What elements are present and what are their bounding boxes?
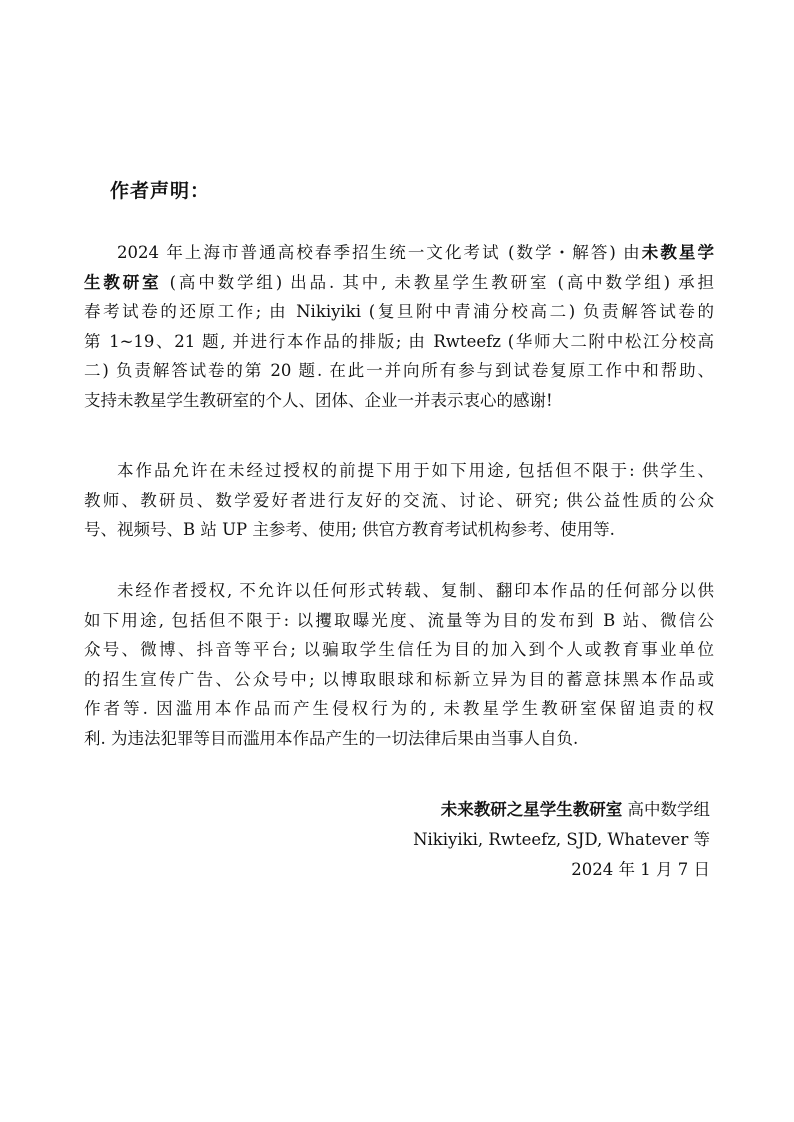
paragraph-line: 第 1~19、21 题, 并进行本作品的排版; 由 Rwteefz (华师大二附中松江分校高 [84, 331, 714, 351]
paragraph-line: 未经作者授权, 不允许以任何形式转载、复制、翻印本作品的任何部分以供 [117, 581, 714, 600]
paragraph-permitted-uses [84, 456, 714, 545]
paragraph-line: 利. 为违法犯罪等目而滥用本作品产生的一切法律后果由当事人自负. [84, 728, 579, 748]
signature-authors: Nikiyiki, Rwteefz, SJD, Whatever 等 [413, 830, 710, 849]
paragraph-line: 生教研室 (高中数学组) 出品. 其中, 未教星学生教研室 (高中数学组) 承担 [84, 272, 714, 292]
paragraph-line: 春考试卷的还原工作; 由 Nikiyiki (复旦附中青浦分校高二) 负责解答试卷的 [84, 302, 714, 321]
signature-organization [441, 796, 710, 820]
paragraph-line: 众号、微博、抖音等平台; 以骗取学生信任为目的加入到个人或教育事业单位 [84, 640, 714, 659]
signature-group: 高中数学组 [622, 800, 710, 819]
paragraph-line: 的招生宣传广告、公众号中; 以博取眼球和标新立异为目的蓄意抹黑本作品或 [84, 669, 714, 689]
signature-org-name: 未来教研之星学生教研室 [440, 800, 623, 819]
paragraph-line: 作者等. 因滥用本作品而产生侵权行为的, 未教星学生教研室保留追责的权 [84, 699, 714, 718]
org-name-emphasis: 未教星学 [641, 243, 714, 262]
paragraph-line: 如下用途, 包括但不限于: 以攫取曝光度、流量等为目的发布到 B 站、微信公 [84, 610, 714, 630]
org-name-emphasis: 生教研室 [84, 272, 162, 292]
paragraph-line: 本作品允许在未经过授权的前提下用于如下用途, 包括但不限于: 供学生、 [117, 461, 714, 480]
paragraph-line: 二) 负责解答试卷的第 20 题. 在此一并向所有参与到试卷复原工作中和帮助、 [84, 361, 714, 380]
page-title: 作者声明： [110, 180, 211, 202]
signature-date: 2024 年 1 月 7 日 [571, 860, 710, 879]
paragraph-line: 2024 年上海市普通高校春季招生统一文化考试 (数学・解答) 由未教星学 [117, 243, 714, 262]
paragraph-line: 号、视频号、B 站 UP 主参考、使用; 供官方教育考试机构参考、使用等. [84, 520, 615, 539]
paragraph-line: 教师、教研员、数学爱好者进行友好的交流、讨论、研究; 供公益性质的公众 [84, 490, 714, 510]
paragraph-production-credits [84, 238, 714, 415]
paragraph-line: 支持未教星学生教研室的个人、团体、企业一并表示衷心的感谢! [84, 390, 553, 410]
paragraph-prohibited-uses [84, 576, 714, 753]
